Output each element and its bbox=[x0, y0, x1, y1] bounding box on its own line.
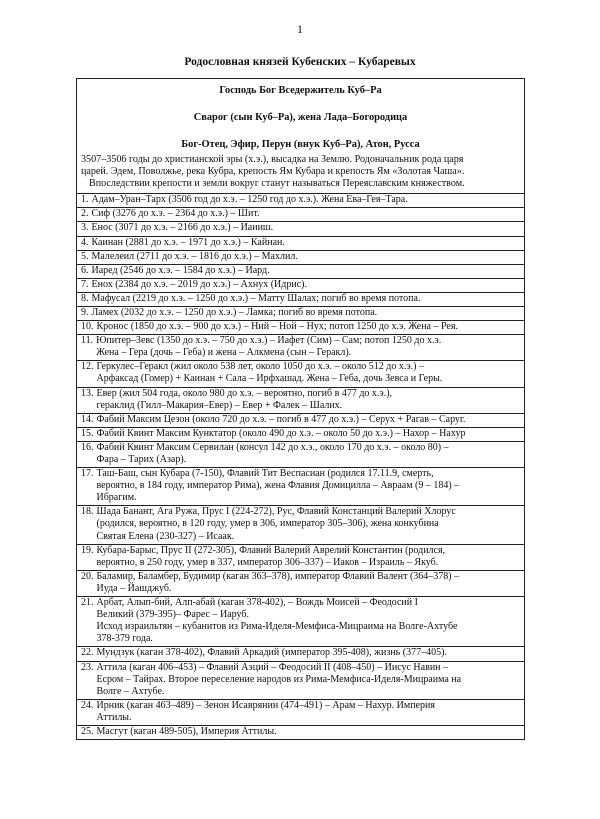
intro-line: 3507–3506 годы до христианской эры (х.э.), высадка на Землю. Родоначальник рода царя bbox=[81, 153, 464, 165]
genealogy-table bbox=[76, 78, 525, 740]
table-row bbox=[77, 506, 524, 544]
table-row bbox=[77, 700, 524, 726]
table-row bbox=[77, 222, 524, 236]
row-number: 15. bbox=[81, 427, 94, 439]
row-text bbox=[97, 700, 522, 724]
table-row bbox=[77, 428, 524, 442]
row-number: 1. bbox=[81, 194, 89, 206]
row-number: 7. bbox=[81, 278, 89, 290]
row-text bbox=[97, 597, 522, 645]
row-number: 3. bbox=[81, 222, 89, 234]
row-number: 8. bbox=[81, 292, 89, 304]
row-number: 10. bbox=[81, 321, 94, 333]
row-text bbox=[92, 307, 522, 319]
table-row bbox=[77, 279, 524, 293]
table-header-cell bbox=[77, 79, 524, 194]
row-number: 20. bbox=[81, 570, 94, 582]
row-text-line: Жена – Гера (дочь – Геба) и жена – Алкмена (сын – Геракл). bbox=[96, 347, 352, 359]
row-text-line: Кронос (1850 до х.э. – 900 до х.э.) – Ний – Ной – Нух; потоп 1250 до х.э. Жена – Рея. bbox=[96, 321, 458, 333]
table-row bbox=[77, 726, 524, 739]
row-number: 14. bbox=[81, 413, 94, 425]
row-text bbox=[97, 388, 522, 412]
row-text-line: Арфаксад (Гомер) + Каинан + Сала – Ирфхашад. Жена – Геба, дочь Зевса и Геры. bbox=[96, 373, 443, 385]
row-text bbox=[97, 726, 522, 738]
row-number: 2. bbox=[81, 208, 89, 220]
row-text-line: Адам–Уран–Тарх (3506 год до х.э. – 1250 год до х.э.). Жена Ева–Гея–Тара. bbox=[91, 194, 408, 206]
header-intro bbox=[81, 154, 520, 191]
row-text bbox=[92, 194, 522, 206]
row-text-line: Масгут (каган 489-505), Империя Аттилы. bbox=[96, 725, 277, 737]
row-text-line: Фабий Квинт Максим Кунктатор (около 490 до х.э. – около 50 до х.э.) – Нахор – Нахур bbox=[96, 427, 466, 439]
row-text-line: Есром – Тайрах. Второе переселение народов из Рима-Мемфиса-Иделя-Мицраима на bbox=[96, 673, 462, 685]
table-row bbox=[77, 237, 524, 251]
row-text-line: Иаред (2546 до х.э. – 1584 до х.э.) – Иард. bbox=[91, 264, 270, 276]
row-text-line: Малелеил (2711 до х.э. – 1816 до х.э.) – Махлил. bbox=[91, 250, 298, 262]
row-text bbox=[96, 335, 521, 359]
row-text-line: Великий (379-395)– Фарес – Иаруб. bbox=[96, 609, 249, 621]
row-text-line: Таш-Баш, сын Кубара (7-150), Флавий Тит Веспасиан (родился 17.11.9, смерть, bbox=[96, 468, 434, 480]
row-number: 24. bbox=[81, 699, 94, 711]
page-number: 1 bbox=[297, 22, 303, 36]
table-row bbox=[77, 307, 524, 321]
table-row bbox=[77, 194, 524, 208]
table-row bbox=[77, 293, 524, 307]
row-text bbox=[97, 321, 522, 333]
row-text-line: Юпитер–Зевс (1350 до х.э. – 750 до х.э.) – Иафет (Сим) – Сам; потоп 1250 до х.э. bbox=[96, 335, 442, 347]
row-text bbox=[92, 293, 522, 305]
row-text-line: вероятно, в 184 году, император Рима), жена Флавия Домицилла – Авраам (9 – 184) – bbox=[96, 480, 460, 492]
row-number: 22. bbox=[81, 647, 94, 659]
row-text-line: Фабий Максим Цезон (около 720 до х.э. – погиб в 477 до х.э.) – Серух + Рагав – Саруг. bbox=[96, 413, 466, 425]
row-text bbox=[97, 545, 522, 569]
row-text-line: вероятно, в 250 году, умер в 337, император 306–337) – Иаков – Израиль – Якуб. bbox=[96, 556, 439, 568]
table-row bbox=[77, 361, 524, 387]
row-text bbox=[92, 279, 522, 291]
row-text-line: Ирник (каган 463–489) – Зенон Исаврянин (474–491) – Арам – Нахур. Империя bbox=[96, 699, 435, 711]
row-text bbox=[97, 506, 522, 542]
table-row bbox=[77, 414, 524, 428]
table-row bbox=[77, 662, 524, 700]
row-text bbox=[92, 251, 522, 263]
row-number: 13. bbox=[81, 387, 94, 399]
row-number: 12. bbox=[81, 361, 94, 373]
table-row bbox=[77, 251, 524, 265]
table-row bbox=[77, 545, 524, 571]
row-number: 6. bbox=[81, 264, 89, 276]
table-row bbox=[77, 647, 524, 661]
row-number: 19. bbox=[81, 544, 94, 556]
row-text-line: Аттилы. bbox=[96, 711, 132, 723]
row-text-line: Фара – Тарих (Азар). bbox=[96, 454, 187, 465]
table-body bbox=[77, 194, 524, 739]
document-title: Родословная князей Кубенских – Кубаревых bbox=[184, 56, 416, 68]
table-row bbox=[77, 388, 524, 414]
row-text bbox=[97, 571, 522, 595]
row-text-line: Арбат, Алып-бий, Алп-абай (каган 378-402), – Вождь Моисей – Феодосий I bbox=[96, 597, 418, 609]
row-text-line: Кубара-Барыс, Прус II (272-305), Флавий Валерий Аврелий Константин (родился, bbox=[96, 544, 446, 556]
row-text-line: Евер (жил 504 года, около 980 до х.э. – вероятно, погиб в 477 до х.э.), bbox=[96, 387, 393, 399]
row-text-line: Иуда – Йашджуб. bbox=[96, 582, 172, 594]
row-text bbox=[92, 208, 522, 220]
row-text bbox=[92, 222, 522, 234]
row-text-line: Ламех (2032 до х.э. – 1250 до х.э.) – Ламка; погиб во время потопа. bbox=[91, 306, 378, 318]
table-row bbox=[77, 335, 524, 361]
row-text-line: Сиф (3276 до х.э. – 2364 до х.э.) – Шит. bbox=[91, 208, 260, 220]
row-number: 25. bbox=[81, 725, 94, 737]
row-number: 23. bbox=[81, 661, 94, 673]
row-text-line: Енох (2384 до х.э. – 2019 до х.э.) – Ахнух (Идрис). bbox=[91, 278, 307, 290]
header-line-1: Господь Бог Вседержитель Куб–Ра bbox=[219, 85, 382, 96]
row-text-line: (родился, вероятно, в 120 году, умер в 306, император 305–306), жена конкубина bbox=[96, 518, 439, 530]
row-text-line: Баламир, Баламбер, Будимир (каган 363–378), император Флавий Валент (364–378) – bbox=[96, 570, 460, 582]
header-line-2: Сварог (сын Куб–Ра), жена Лада–Богородица bbox=[193, 112, 408, 124]
row-text-line: Мундзук (каган 378-402), Флавий Аркадий (император 395-408), жизнь (377–405). bbox=[96, 647, 447, 659]
header-line-3: Бог-Отец, Эфир, Перун (внук Куб–Ра), Атон, Русса bbox=[181, 139, 420, 151]
row-text bbox=[92, 237, 522, 249]
row-text bbox=[97, 647, 522, 659]
row-text-line: Ибрагим. bbox=[96, 492, 137, 504]
table-row bbox=[77, 468, 524, 506]
row-text-line: Аттила (каган 406–453) – Флавий Аэций – Феодосий II (408–450) – Иисус Навин – bbox=[96, 661, 449, 673]
row-text-line: 378-379 года. bbox=[96, 633, 153, 645]
table-row bbox=[77, 265, 524, 279]
row-number: 4. bbox=[81, 236, 89, 248]
row-text-line: Святая Елена (230-327) – Исаак. bbox=[96, 530, 235, 542]
row-number: 16. bbox=[81, 441, 94, 453]
row-text-line: Мафусал (2219 до х.э. – 1250 до х.э.) – Матту Шалах; погиб во время потопа. bbox=[91, 292, 421, 304]
row-text-line: Каинан (2881 до х.э. – 1971 до х.э.) – Кайнан. bbox=[91, 236, 285, 248]
table-row bbox=[77, 208, 524, 222]
row-text bbox=[92, 265, 522, 277]
row-text-line: Шада Банант, Ага Ружа, Прус I (224-272), Рус, Флавий Констанций Валерий Хлорус bbox=[96, 506, 456, 518]
row-text-line: Геркулес–Геракл (жил около 538 лет, около 1050 до х.э. – около 512 до х.э.) – bbox=[96, 361, 424, 373]
intro-line: царей. Эдем, Поволжье, река Кубра, крепость Ям Кубара и крепость Ям «Золотая Чаша». bbox=[81, 165, 465, 177]
row-text-line: Фабий Квинт Максим Сервилан (консул 142 до х.э., около 170 до х.э. – около 80) – bbox=[96, 441, 449, 453]
row-number: 9. bbox=[81, 306, 89, 318]
row-text-line: Волге – Ахтубе. bbox=[96, 685, 165, 697]
intro-line: Впоследствии крепости и земли вокруг станут называться Переяславским княжеством. bbox=[89, 178, 465, 190]
row-text-line: Енос (3071 до х.э. – 2166 до х.э.) – Иаииш. bbox=[91, 222, 274, 234]
row-text bbox=[97, 662, 522, 698]
table-row bbox=[77, 321, 524, 335]
row-number: 5. bbox=[81, 250, 89, 262]
row-number: 21. bbox=[81, 597, 94, 609]
row-text bbox=[97, 442, 522, 466]
row-number: 11. bbox=[81, 335, 94, 347]
row-number: 18. bbox=[81, 506, 94, 518]
row-text bbox=[97, 361, 522, 385]
row-text bbox=[97, 414, 522, 426]
table-row bbox=[77, 571, 524, 597]
row-number: 17. bbox=[81, 468, 94, 480]
row-text-line: гераклид (Гилл–Макария–Евер) – Евер + Фалек – Шалих. bbox=[96, 399, 343, 411]
table-row bbox=[77, 442, 524, 468]
row-text bbox=[97, 468, 522, 504]
row-text-line: Исход израильтян – кубанитов из Рима-Иделя-Мемфиса-Мицраима на Волге-Ахтубе bbox=[96, 621, 458, 633]
table-row bbox=[77, 597, 524, 647]
row-text bbox=[97, 428, 522, 440]
